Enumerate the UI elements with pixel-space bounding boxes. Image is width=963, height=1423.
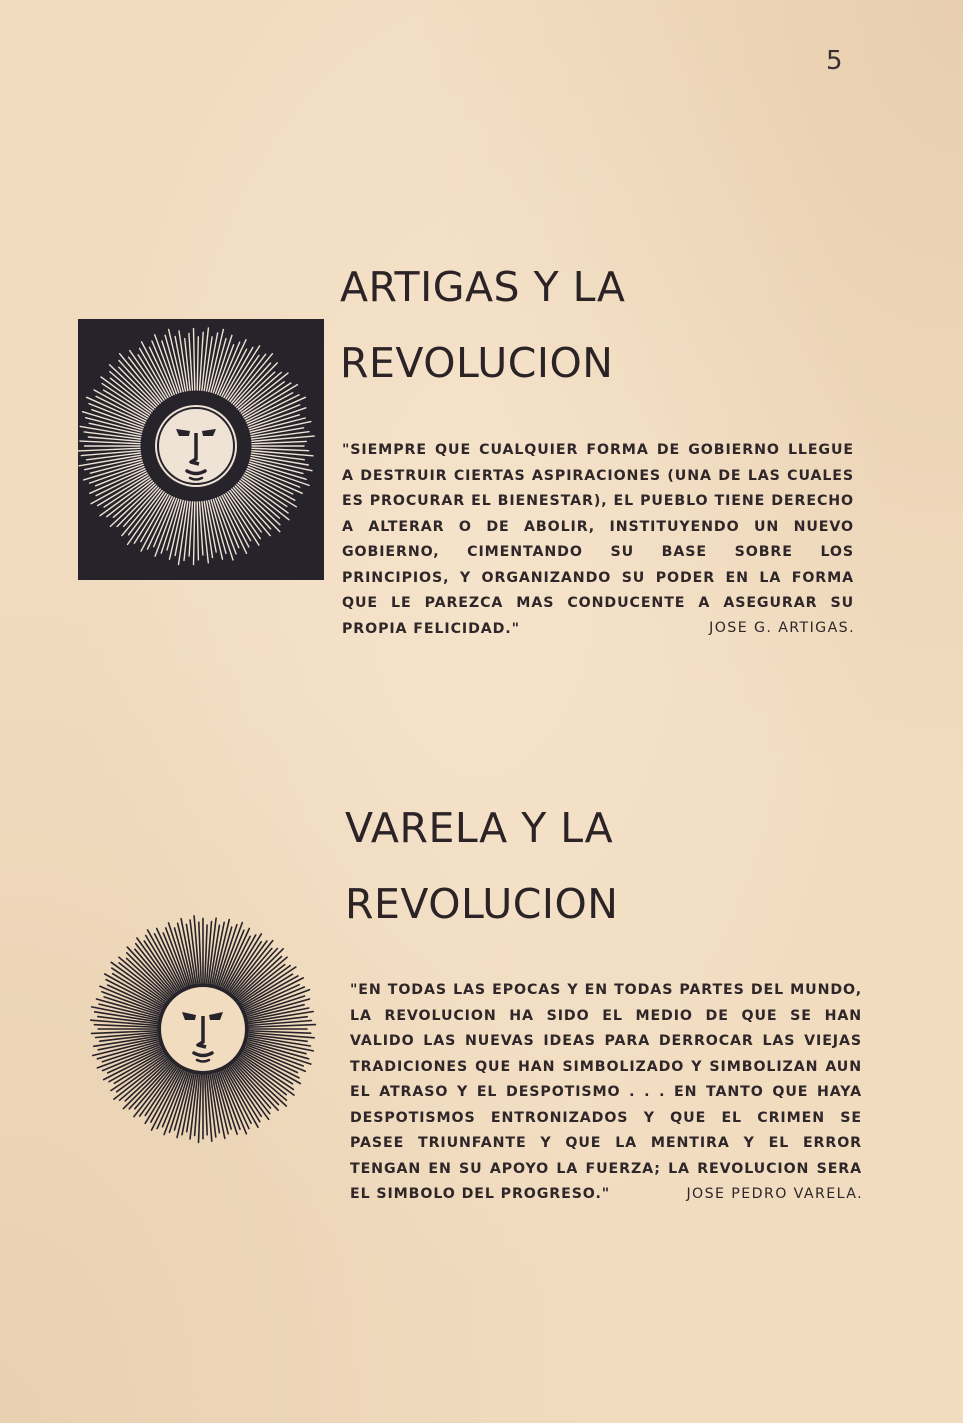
- varela-emblem: [88, 910, 328, 1150]
- varela-title-line2: REVOLUCION: [345, 880, 619, 928]
- artigas-author: JOSE G. ARTIGAS.: [709, 620, 855, 636]
- sun-face-icon: [78, 319, 324, 580]
- artigas-title-line2: REVOLUCION: [340, 339, 614, 387]
- varela-title-line1: VARELA Y LA: [345, 804, 614, 852]
- artigas-title-line1: ARTIGAS Y LA: [340, 263, 626, 311]
- varela-title: [345, 790, 618, 942]
- page-number: 5: [826, 46, 843, 76]
- varela-author: JOSE PEDRO VARELA.: [686, 1186, 863, 1202]
- varela-quote: "EN TODAS LAS EPOCAS Y EN TODAS PARTES DEL MUNDO, LA REVOLUCION HA SIDO EL MEDIO DE QUE SE HAN VALIDO LAS NUEVAS IDEAS PARA DERROCAR LAS VIEJAS TRADICIONES QUE HAN SIMBOLIZADO Y SIMBOLIZAN AUN EL ATRASO Y EL DESPOTISMO . . . EN TANTO QUE HAYA DESPOTISMOS ENTRONIZADOS Y QUE EL CRIMEN SE PASEE TRIUNFANTE Y QUE LA MENTIRA Y EL ERROR TENGAN EN SU APOYO LA FUERZA; LA REVOLUCION SERA EL SIMBOLO DEL PROGRESO.": [350, 982, 862, 1202]
- sun-face-icon: [88, 910, 328, 1150]
- artigas-quote: "SIEMPRE QUE CUALQUIER FORMA DE GOBIERNO LLEGUE A DESTRUIR CIERTAS ASPIRACIONES (UNA DE LAS CUALES ES PROCURAR EL BIENESTAR), EL PUEBLO TIENE DERECHO A ALTERAR O DE ABOLIR, INSTITUYENDO UN NUEVO GOBIERNO, CIMENTANDO SU BASE SOBRE LOS PRINCIPIOS, Y ORGANIZANDO SU PODER EN LA FORMA QUE LE PAREZCA MAS CONDUCENTE A ASEGURAR SU PROPIA FELICIDAD.": [342, 442, 854, 637]
- artigas-title: [340, 249, 625, 401]
- artigas-emblem: [78, 319, 324, 580]
